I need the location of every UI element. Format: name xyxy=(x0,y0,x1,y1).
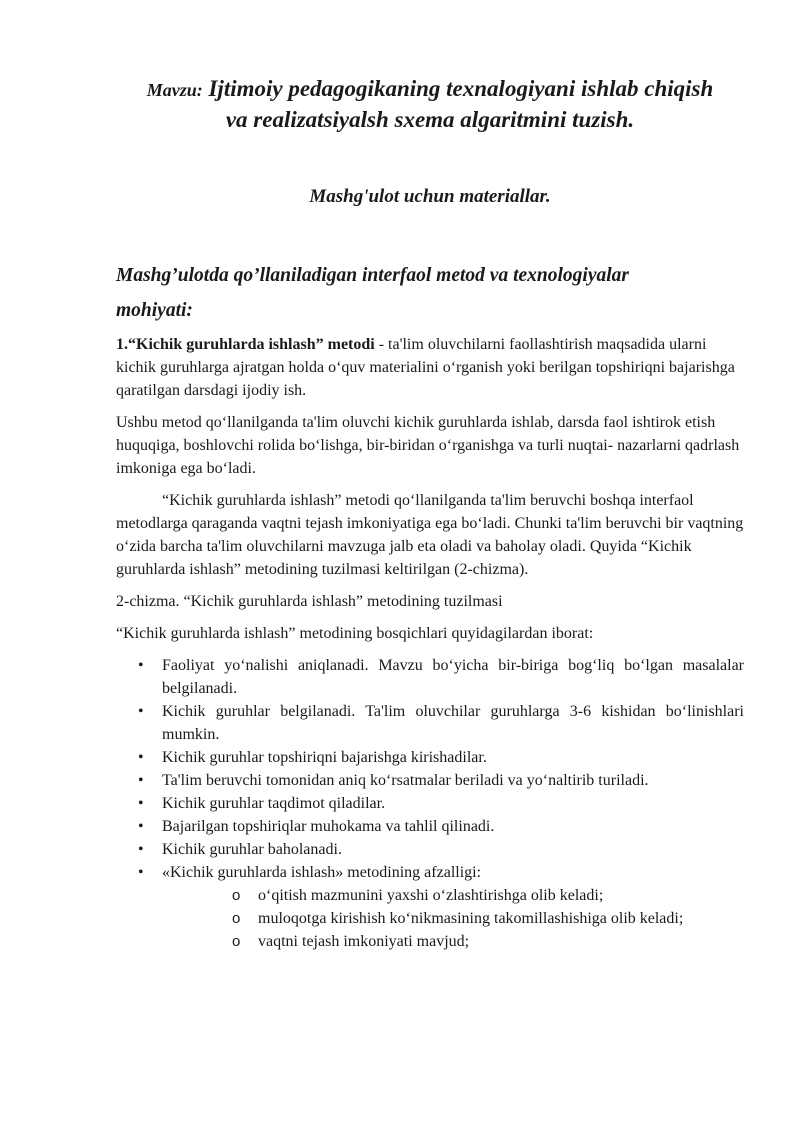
list-item: • Faoliyat yo‘nalishi aniqlanadi. Mavzu bo‘yicha bir-biriga bog‘liq bo‘lgan masalalar belgilanadi. xyxy=(116,654,744,700)
title-line-1: Ijtimoiy pedagogikaning texnalogiyani ishlab chiqish xyxy=(208,76,714,101)
bullet-marker: • xyxy=(138,749,144,766)
bullet-marker: • xyxy=(138,864,144,881)
bullet-marker: • xyxy=(138,703,144,720)
list-item: • Kichik guruhlar baholanadi. xyxy=(116,838,744,861)
sub-list-item: o vaqtni tejash imkoniyati mavjud; xyxy=(162,930,744,953)
bullet-marker: • xyxy=(138,657,144,674)
section-heading-line-1: Mashg’ulotda qo’llaniladigan interfaol metod va texnologiyalar xyxy=(116,265,629,286)
sub-list-item: o muloqotga kirishish ko‘nikmasining takomillashishiga olib keladi; xyxy=(162,907,744,930)
advantages-list xyxy=(162,884,744,953)
paragraph-stages-intro: “Kichik guruhlarda ishlash” metodining bosqichlari quyidagilardan iborat: xyxy=(116,625,594,642)
bullet-marker: • xyxy=(138,841,144,858)
subtitle: Mashg'ulot uchun materiallar. xyxy=(309,186,551,207)
method-definition-text: - ta'lim oluvchilarni faollashtirish maqsadida ularni kichik guruhlarga ajratgan holda o‘quv materialini o‘rganish yoki berilgan topshiriqni bajarishga qaratilgan darsdagi ijodiy ish. xyxy=(116,336,735,399)
figure-caption: 2-chizma. “Kichik guruhlarda ishlash” metodining tuzilmasi xyxy=(116,593,503,610)
list-item: • «Kichik guruhlarda ishlash» metodining afzalligi: o o‘qitish mazmunini yaxshi o‘zlashtirishga olib keladi; o muloqotga kirishish ko‘nikmasining takomillashishiga olib keladi; o vaqtni tejash imkoniyati mavjud; xyxy=(116,861,744,953)
section-heading xyxy=(116,258,716,328)
stages-list xyxy=(116,654,744,953)
title-prefix: Mavzu: xyxy=(146,80,203,100)
list-item: • Kichik guruhlar taqdimot qiladilar. xyxy=(116,792,744,815)
section-heading-line-2: mohiyati: xyxy=(116,300,193,321)
sub-bullet-marker: o xyxy=(232,887,241,904)
list-item: • Bajarilgan topshiriqlar muhokama va tahlil qilinadi. xyxy=(116,815,744,838)
bullet-marker: • xyxy=(138,818,144,835)
sub-bullet-marker: o xyxy=(232,910,241,927)
bullet-marker: • xyxy=(138,772,144,789)
method-name-bold: 1.“Kichik guruhlarda ishlash” metodi xyxy=(116,336,375,353)
page-title xyxy=(100,74,760,135)
sub-bullet-marker: o xyxy=(232,933,241,950)
paragraph-method-definition xyxy=(116,333,744,402)
paragraph-time-saving: “Kichik guruhlarda ishlash” metodi qo‘llanilganda ta'lim beruvchi boshqa interfaol metodlarga qaraganda vaqtni tejash imkoniyatiga ega bo‘ladi. Chunki ta'lim beruvchi bir vaqtning o‘zida barcha ta'lim oluvchilarni mavzuga jalb eta oladi va baholay oladi. Quyida “Kichik guruhlarda ishlash” metodining tuzilmasi keltirilgan (2-chizma). xyxy=(116,492,744,578)
sub-list-item: o o‘qitish mazmunini yaxshi o‘zlashtirishga olib keladi; xyxy=(162,884,744,907)
list-item: • Kichik guruhlar belgilanadi. Ta'lim oluvchilar guruhlarga 3-6 kishidan bo‘linishlari mumkin. xyxy=(116,700,744,746)
paragraph-method-usage: Ushbu metod qo‘llanilganda ta'lim oluvchi kichik guruhlarda ishlab, darsda faol ishtirok etish huquqiga, boshlovchi rolida bo‘lishga, bir-biridan o‘rganishga va turli nuqtai- nazarlarni qadrlash imkoniga ega bo‘ladi. xyxy=(116,414,740,477)
list-item: • Ta'lim beruvchi tomonidan aniq ko‘rsatmalar beriladi va yo‘naltirib turiladi. xyxy=(116,769,744,792)
document-body xyxy=(116,333,744,953)
list-item: • Kichik guruhlar topshiriqni bajarishga kirishadilar. xyxy=(116,746,744,769)
bullet-marker: • xyxy=(138,795,144,812)
title-line-2: va realizatsiyalsh sxema algaritmini tuzish. xyxy=(225,107,635,132)
